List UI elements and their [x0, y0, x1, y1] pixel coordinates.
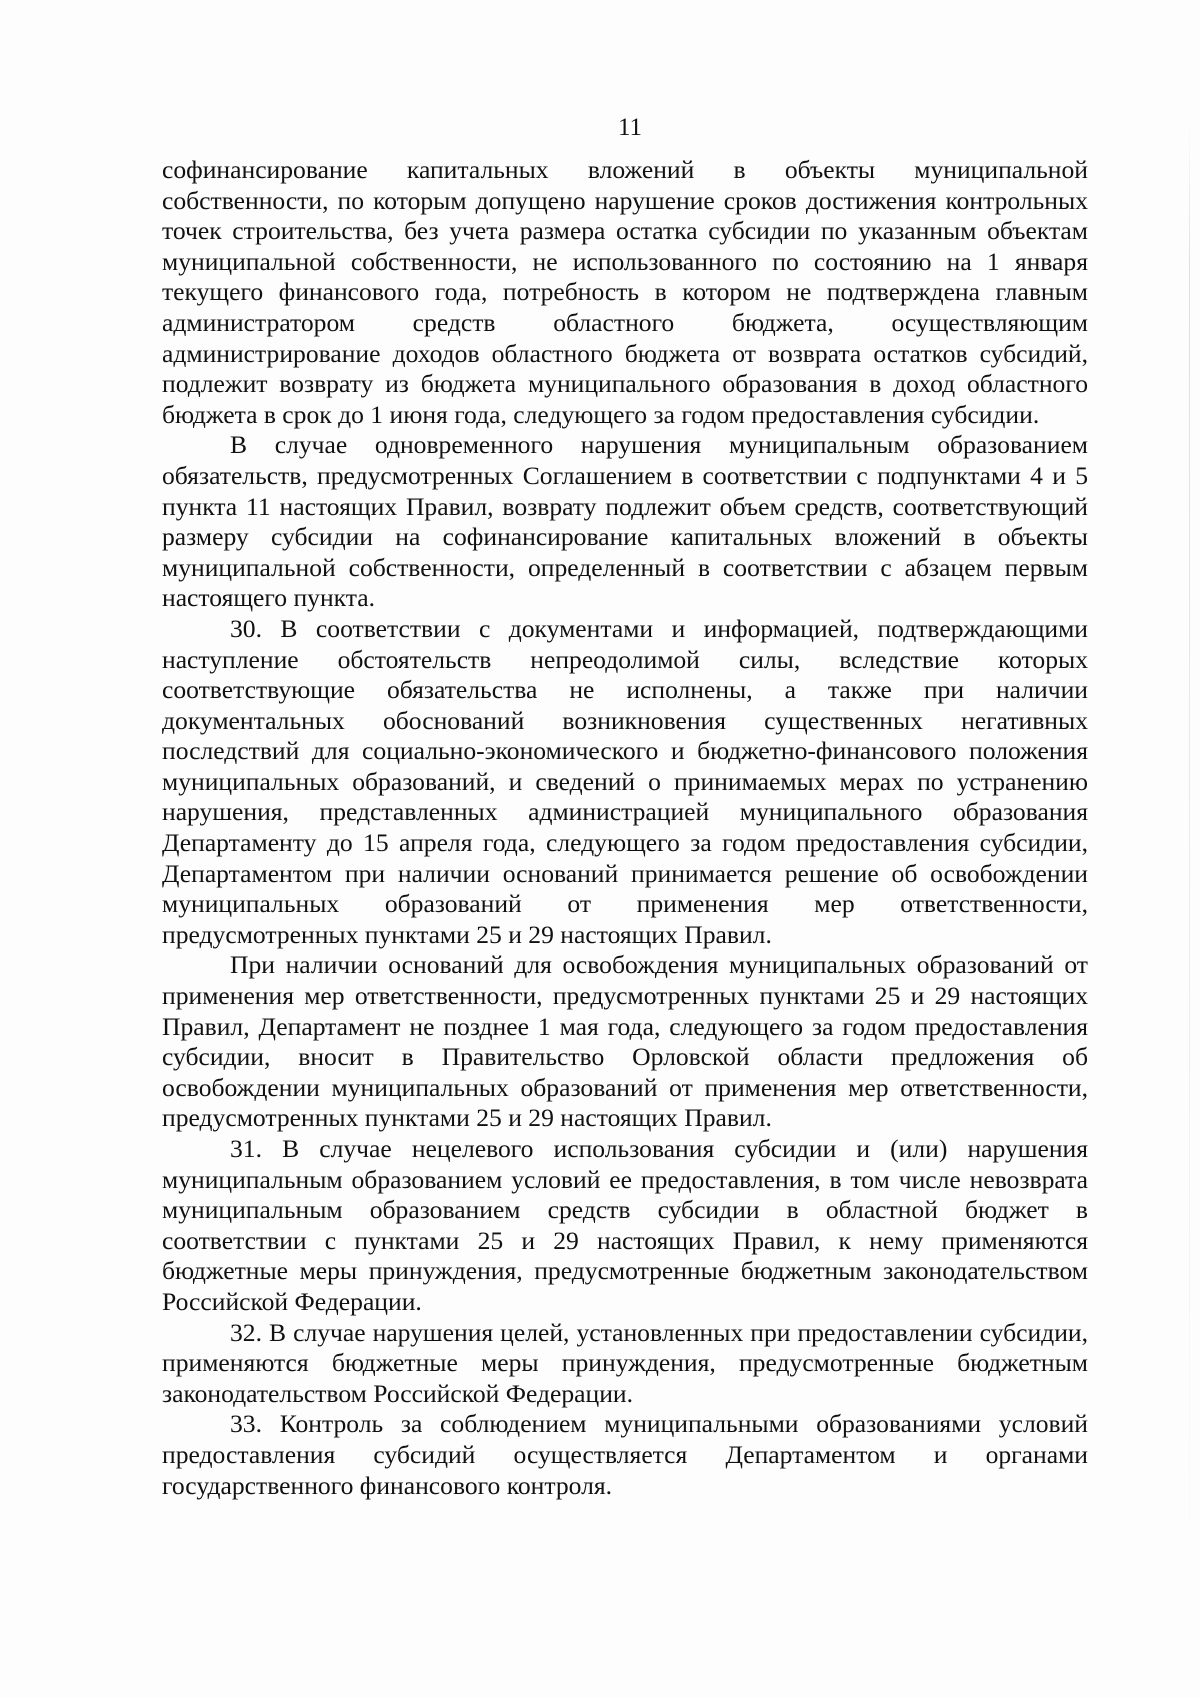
paragraph-exemption-grounds: При наличии оснований для освобождения муниципальных образований от применения мер ответственности, предусмотренных пунктами 25 и 29 настоящих Правил, Департамент не позднее 1 мая года, следующего за годом предоставления субсидии, вносит в Правительство Орловской области предложения об освобождении муниципальных образований от применения мер ответственности, предусмотренных пунктами 25 и 29 настоящих Правил.: [162, 950, 1088, 1133]
document-body: [162, 155, 1088, 1501]
paragraph-item-32: 32. В случае нарушения целей, установленных при предоставлении субсидии, применяются бюджетные меры принуждения, предусмотренные бюджетным законодательством Российской Федерации.: [162, 1317, 1088, 1408]
page-number: 11: [617, 114, 643, 141]
paragraph-item-31: 31. В случае нецелевого использования субсидии и (или) нарушения муниципальным образованием условий ее предоставления, в том числе невозврата муниципальным образованием средств субсидии в областной бюджет в соответствии с пунктами 25 и 29 настоящих Правил, к нему применяются бюджетные меры принуждения, предусмотренные бюджетным законодательством Российской Федерации.: [162, 1134, 1088, 1316]
paragraph-simultaneous-violation: В случае одновременного нарушения муниципальным образованием обязательств, предусмотренных Соглашением в соответствии с подпунктами 4 и 5 пункта 11 настоящих Правил, возврату подлежит объем средств, соответствующий размеру субсидии на софинансирование капитальных вложений в объекты муниципальной собственности, определенный в соответствии с абзацем первым настоящего пункта.: [162, 430, 1088, 613]
scan-edge-shadow: [1189, 120, 1190, 1620]
paragraph-continuation: софинансирование капитальных вложений в объекты муниципальной собственности, по которым допущено нарушение сроков достижения контрольных точек строительства, без учета размера остатка субсидии по указанным объектам муниципальной собственности, не использованного по состоянию на 1 января текущего финансового года, потребность в котором не подтверждена главным администратором средств областного бюджета, осуществляющим администрирование доходов областного бюджета от возврата остатков субсидий, подлежит возврату из бюджета муниципального образования в доход областного бюджета в срок до 1 июня года, следующего за годом предоставления субсидии.: [162, 155, 1088, 429]
paragraph-item-33: 33. Контроль за соблюдением муниципальными образованиями условий предоставления субсидий осуществляется Департаментом и органами государственного финансового контроля.: [162, 1409, 1088, 1500]
paragraph-item-30: 30. В соответствии с документами и информацией, подтверждающими наступление обстоятельств непреодолимой силы, вследствие которых соответствующие обязательства не исполнены, а также при наличии документальных обоснований возникновения существенных негативных последствий для социально-экономического и бюджетно-финансового положения муниципальных образований, и сведений о принимаемых мерах по устранению нарушения, представленных администрацией муниципального образования Департаменту до 15 апреля года, следующего за годом предоставления субсидии, Департаментом при наличии оснований принимается решение об освобождении муниципальных образований от применения мер ответственности, предусмотренных пунктами 25 и 29 настоящих Правил.: [162, 613, 1088, 949]
